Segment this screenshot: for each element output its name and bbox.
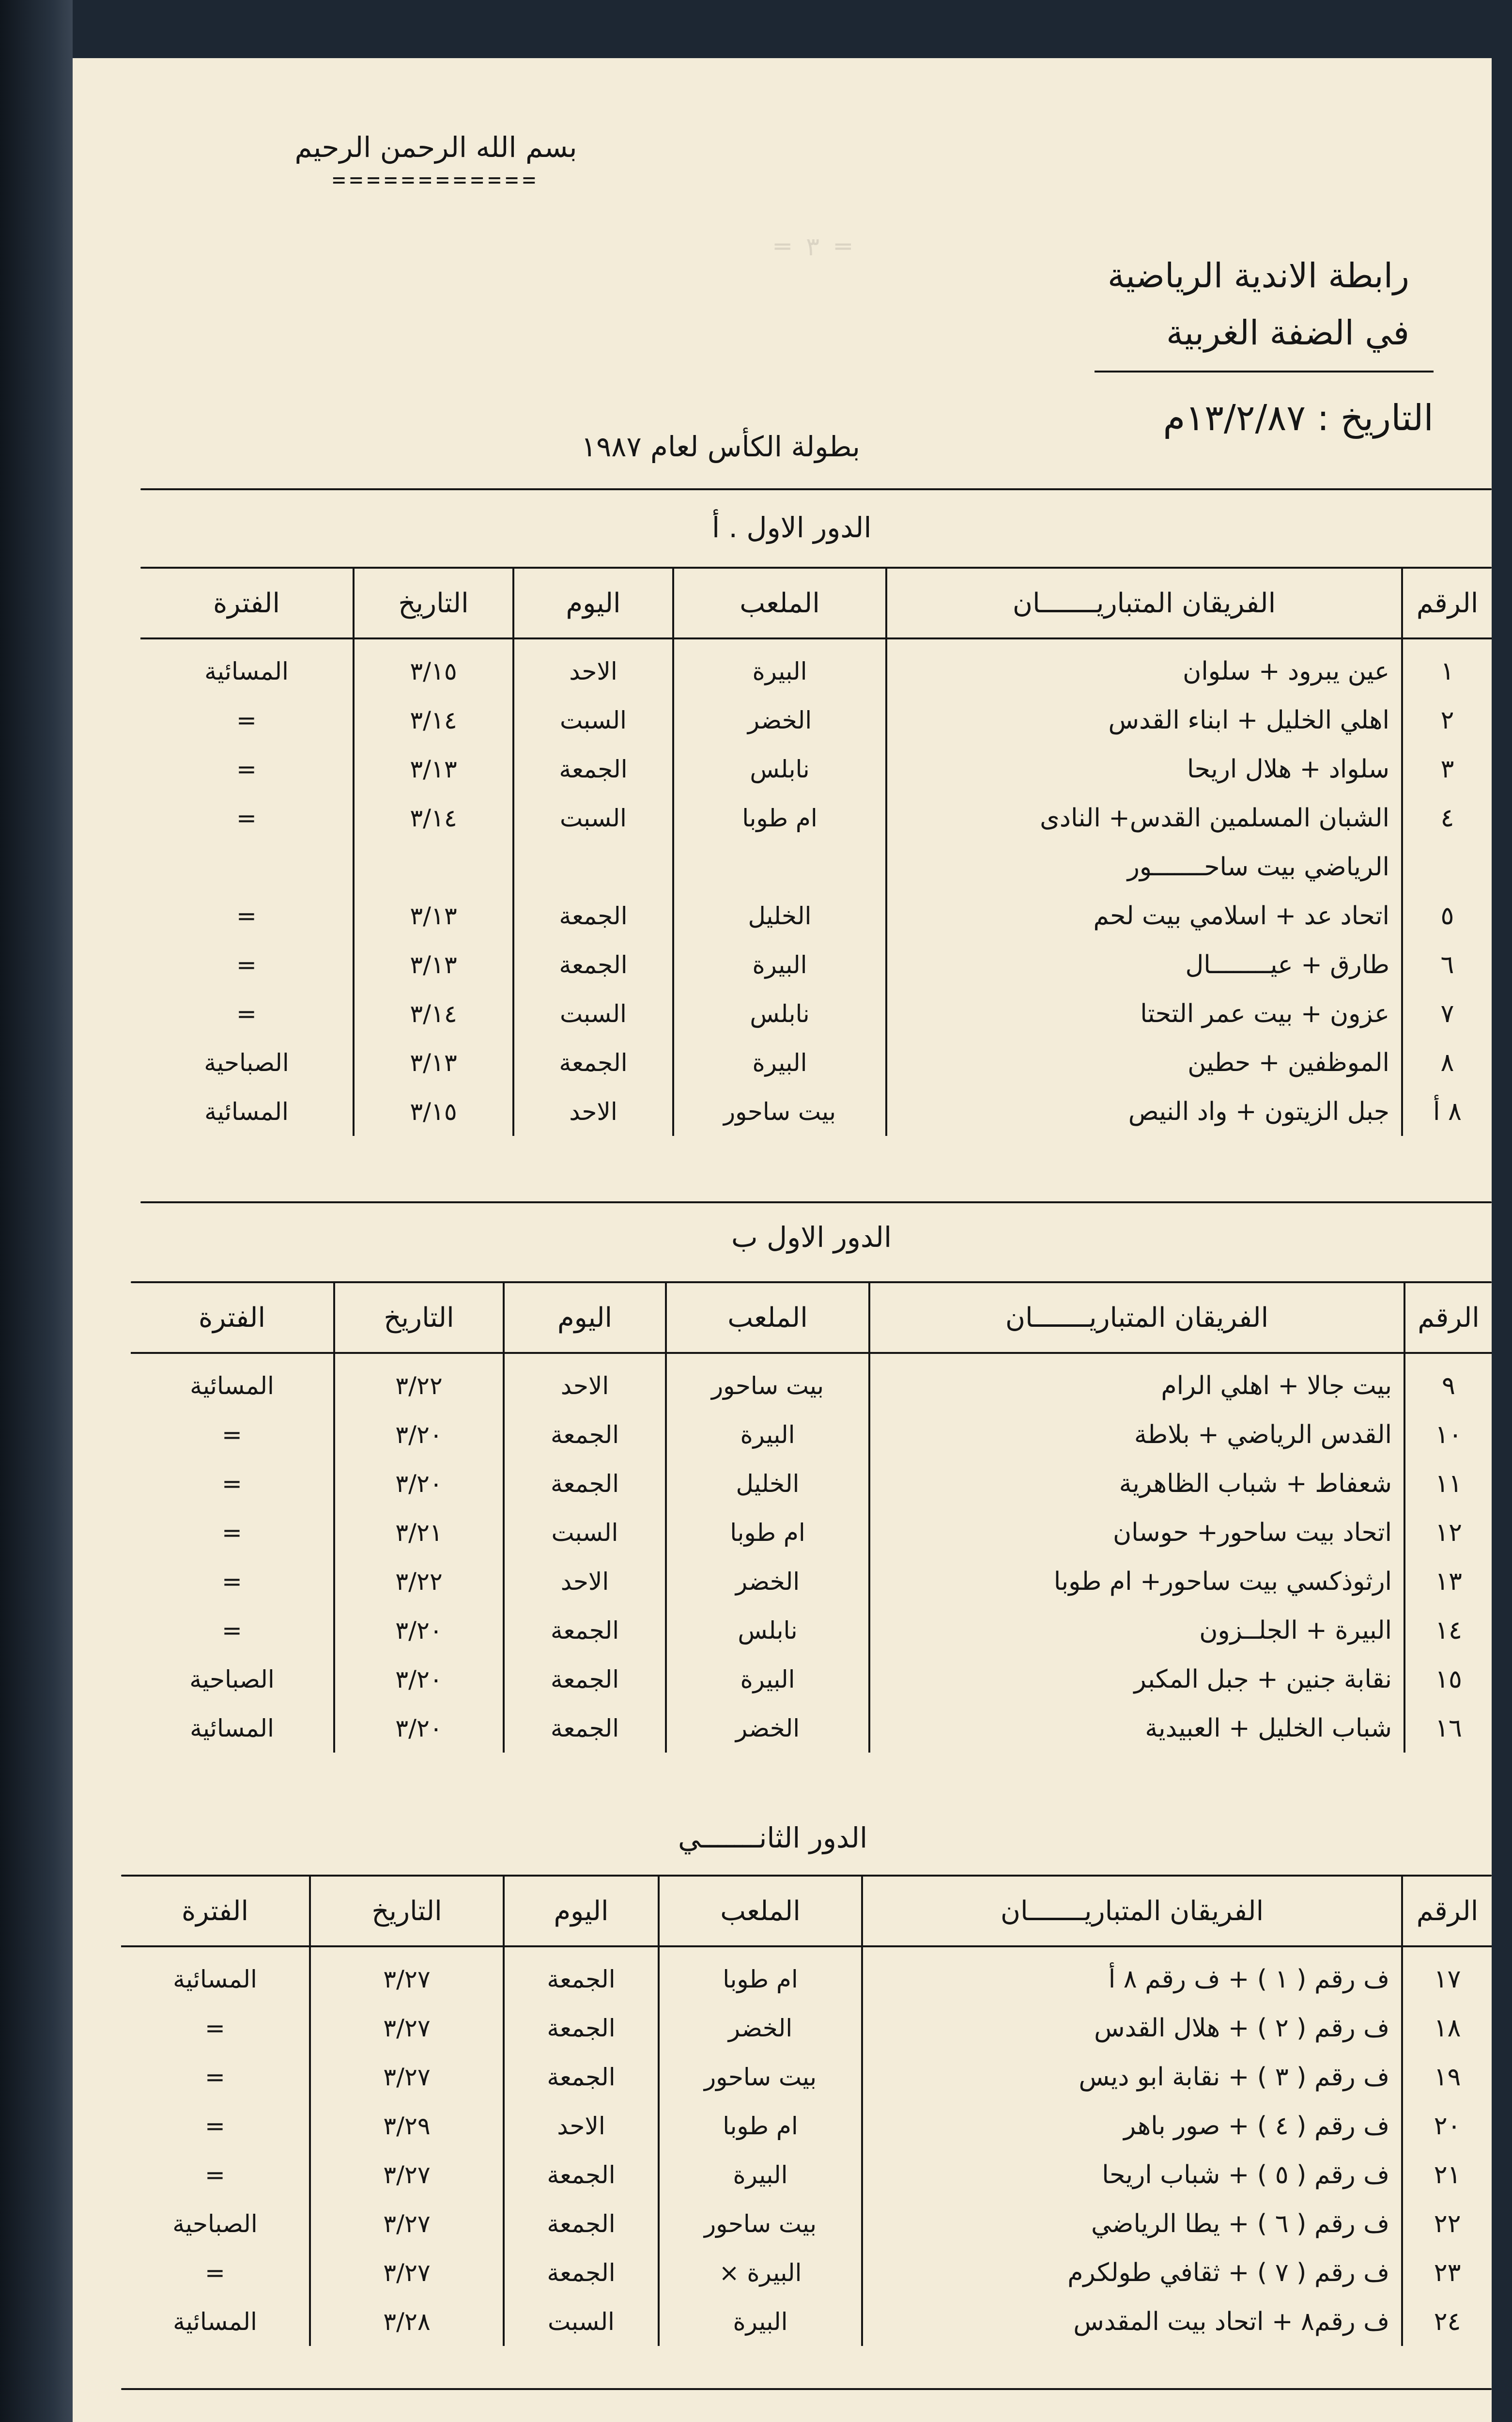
match-day: السبت [504, 1508, 666, 1557]
match-number: ٢١ [1434, 2160, 1461, 2189]
match-number: ١ [1440, 656, 1454, 686]
match-number: ١٢ [1435, 1518, 1462, 1547]
match-venue: الخليل [673, 891, 886, 940]
match-number: ١٩ [1434, 2062, 1461, 2092]
match-period: = [140, 696, 354, 745]
match-number: ٣ [1440, 754, 1454, 784]
match-teams: ف رقم ( ٧ ) + ثقافي طولكرم [862, 2248, 1402, 2297]
table-row [131, 1353, 1492, 1410]
org-line-1: رابطة الاندية الرياضية [1107, 256, 1409, 295]
document-page [73, 58, 1492, 2422]
match-venue: البيرة [659, 2297, 862, 2346]
match-venue: البيرة [673, 940, 886, 989]
match-date: ٣/٢٧ [310, 2003, 504, 2052]
match-period: المسائية [140, 638, 354, 696]
match-date: ٣/١٣ [354, 940, 513, 989]
match-venue: نابلس [666, 1606, 869, 1655]
match-teams: طارق + عيــــــــال [886, 940, 1402, 989]
match-venue: الخضر [673, 696, 886, 745]
match-teams: اتحاد بيت ساحور+ حوسان [869, 1508, 1404, 1557]
table-row [140, 696, 1492, 745]
round-title-2: الدور الثانـــــــي [678, 1821, 868, 1854]
match-venue: بيت ساحور [659, 2052, 862, 2101]
match-date: ٣/٢٢ [334, 1353, 504, 1410]
header-day: اليوم [513, 569, 673, 638]
match-date: ٣/٢٢ [334, 1557, 504, 1606]
header-period: الفترة [121, 1877, 310, 1946]
match-date: ٣/٢٧ [310, 2150, 504, 2199]
table-row [121, 2052, 1492, 2101]
section-rule [140, 488, 1492, 490]
table-row [140, 745, 1492, 793]
match-venue: ام طوبا [659, 2101, 862, 2150]
table-row [121, 2150, 1492, 2199]
header-date: التاريخ [310, 1877, 504, 1946]
header-date: التاريخ [354, 569, 513, 638]
match-day: الجمعة [504, 1410, 666, 1459]
match-teams: الشبان المسلمين القدس+ النادى [886, 793, 1402, 842]
match-date: ٣/١٣ [354, 745, 513, 793]
match-period: = [140, 989, 354, 1038]
match-day: الاحد [504, 1353, 666, 1410]
match-venue: البيرة [673, 1038, 886, 1087]
match-venue: الخليل [666, 1459, 869, 1508]
match-day: الجمعة [504, 2248, 659, 2297]
match-period [140, 842, 354, 891]
match-teams: ف رقم ( ٥ ) + شباب اريحا [862, 2150, 1402, 2199]
match-venue: ام طوبا [659, 1946, 862, 2003]
table-row [140, 989, 1492, 1038]
schedule-table-round-2 [121, 1877, 1492, 2346]
table-row [140, 842, 1492, 891]
match-date: ٣/٢٧ [310, 2248, 504, 2297]
match-day: الجمعة [504, 1606, 666, 1655]
schedule-table-round-1a [140, 569, 1492, 1136]
org-line-2: في الضفة الغربية [1166, 313, 1409, 353]
match-teams: ف رقم٨ + اتحاد بيت المقدس [862, 2297, 1402, 2346]
match-number: ٥ [1440, 901, 1454, 931]
match-teams: عين يبرود + سلوان [886, 638, 1402, 696]
round-title-1a: الدور الاول . أ [712, 511, 872, 544]
table-row [131, 1606, 1492, 1655]
match-period: = [131, 1508, 334, 1557]
match-number: ٢ [1440, 705, 1454, 735]
match-teams: الرياضي بيت ساحـــــــور [886, 842, 1402, 891]
header-period: الفترة [140, 569, 354, 638]
table-row [121, 2297, 1492, 2346]
table-row [121, 1946, 1492, 2003]
match-period: المسائية [131, 1704, 334, 1753]
match-date: ٣/٢٧ [310, 2199, 504, 2248]
match-number: ٨ أ [1433, 1097, 1462, 1126]
match-teams: ف رقم ( ٣ ) + نقابة ابو ديس [862, 2052, 1402, 2101]
match-number: ٢٢ [1434, 2209, 1461, 2238]
match-day: الجمعة [513, 891, 673, 940]
match-venue: بيت ساحور [666, 1353, 869, 1410]
match-venue: الخضر [666, 1557, 869, 1606]
table-row [121, 2199, 1492, 2248]
match-day: الجمعة [513, 940, 673, 989]
match-date: ٣/٢٧ [310, 1946, 504, 2003]
match-day: الاحد [513, 1087, 673, 1136]
header-num: الرقم [1402, 1877, 1492, 1946]
header-separator: ============ [332, 167, 540, 193]
header-day: اليوم [504, 1877, 659, 1946]
match-day: السبت [513, 696, 673, 745]
match-teams: ارثوذكسي بيت ساحور+ ام طوبا [869, 1557, 1404, 1606]
match-teams: عزون + بيت عمر التحتا [886, 989, 1402, 1038]
cup-title: بطولة الكأس لعام ١٩٨٧ [581, 430, 860, 463]
table-row [131, 1459, 1492, 1508]
match-date: ٣/١٥ [354, 1087, 513, 1136]
match-venue: بيت ساحور [659, 2199, 862, 2248]
match-period: = [121, 2003, 310, 2052]
organization-name [1108, 247, 1409, 361]
match-venue: البيرة [673, 638, 886, 696]
match-day: السبت [504, 2297, 659, 2346]
match-number: ٢٣ [1434, 2258, 1461, 2287]
match-day: السبت [513, 989, 673, 1038]
match-teams: جبل الزيتون + واد النيص [886, 1087, 1402, 1136]
match-period: = [140, 745, 354, 793]
match-venue: ام طوبا [666, 1508, 869, 1557]
match-period: = [131, 1557, 334, 1606]
match-date: ٣/٢٠ [334, 1704, 504, 1753]
section-rule [140, 1201, 1492, 1203]
match-venue: ام طوبا [673, 793, 886, 842]
header-teams: الفريقان المتباريـــــــان [869, 1283, 1404, 1353]
header-teams: الفريقان المتباريـــــــان [886, 569, 1402, 638]
basmala: بسم الله الرحمن الرحيم [294, 131, 577, 164]
match-period: الصباحية [131, 1655, 334, 1704]
match-date: ٣/٢٠ [334, 1606, 504, 1655]
match-teams: الموظفين + حطين [886, 1038, 1402, 1087]
header-num: الرقم [1404, 1283, 1492, 1353]
header-day: اليوم [504, 1283, 666, 1353]
match-venue: نابلس [673, 989, 886, 1038]
match-teams: القدس الرياضي + بلاطة [869, 1410, 1404, 1459]
header-venue: الملعب [659, 1877, 862, 1946]
match-venue: البيرة × [659, 2248, 862, 2297]
match-number: ٩ [1442, 1371, 1455, 1400]
match-day: الجمعة [504, 1704, 666, 1753]
match-number: ٧ [1440, 999, 1454, 1028]
match-day: الاحد [504, 2101, 659, 2150]
match-day: الاحد [504, 1557, 666, 1606]
match-venue: الخضر [666, 1704, 869, 1753]
match-teams: شعفاط + شباب الظاهرية [869, 1459, 1404, 1508]
match-venue: نابلس [673, 745, 886, 793]
match-day: الجمعة [504, 1946, 659, 2003]
match-date: ٣/٢٧ [310, 2052, 504, 2101]
match-day [513, 842, 673, 891]
match-period: = [121, 2248, 310, 2297]
match-teams: اتحاد عد + اسلامي بيت لحم [886, 891, 1402, 940]
match-teams: نقابة جنين + جبل المكبر [869, 1655, 1404, 1704]
match-period: = [131, 1606, 334, 1655]
match-period: المسائية [121, 1946, 310, 2003]
match-date: ٣/٢١ [334, 1508, 504, 1557]
match-date: ٣/١٥ [354, 638, 513, 696]
match-teams: بيت جالا + اهلي الرام [869, 1353, 1404, 1410]
table-row [140, 638, 1492, 696]
book-binding [0, 0, 73, 2422]
match-teams: شباب الخليل + العبيدية [869, 1704, 1404, 1753]
match-period: = [140, 940, 354, 989]
bleed-through-marks: ═ ٣ ═ [775, 233, 851, 262]
match-teams: البيرة + الجلــزون [869, 1606, 1404, 1655]
match-venue: بيت ساحور [673, 1087, 886, 1136]
match-number: ١٥ [1435, 1664, 1462, 1694]
match-venue [673, 842, 886, 891]
header-teams: الفريقان المتباريـــــــان [862, 1877, 1402, 1946]
match-teams: ف رقم ( ٢ ) + هلال القدس [862, 2003, 1402, 2052]
match-day: الجمعة [504, 1655, 666, 1704]
match-date: ٣/٢٠ [334, 1459, 504, 1508]
match-number: ١٦ [1435, 1713, 1462, 1743]
match-period: = [121, 2150, 310, 2199]
section-rule [121, 2388, 1492, 2390]
match-period: المسائية [131, 1353, 334, 1410]
match-day: الجمعة [504, 2003, 659, 2052]
match-number: ١٠ [1435, 1420, 1462, 1449]
table-row [140, 891, 1492, 940]
match-teams: ف رقم ( ١ ) + ف رقم ٨ أ [862, 1946, 1402, 2003]
round-title-1b: الدور الاول ب [731, 1221, 892, 1254]
match-number: ١٨ [1434, 2013, 1461, 2043]
match-period: المسائية [121, 2297, 310, 2346]
match-date: ٣/٢٨ [310, 2297, 504, 2346]
org-underline [1095, 371, 1434, 373]
match-number: ١٤ [1435, 1615, 1462, 1645]
match-teams: سلواد + هلال اريحا [886, 745, 1402, 793]
match-date: ٣/١٤ [354, 989, 513, 1038]
match-venue: البيرة [666, 1655, 869, 1704]
match-day: الجمعة [504, 2052, 659, 2101]
match-date: ٣/٢٠ [334, 1655, 504, 1704]
match-number: ٢٤ [1434, 2307, 1461, 2336]
header-date: التاريخ [334, 1283, 504, 1353]
document-header [73, 131, 799, 193]
match-period: المسائية [140, 1087, 354, 1136]
match-period: = [131, 1459, 334, 1508]
schedule-table-round-1b [131, 1283, 1492, 1753]
match-number: ١٣ [1435, 1567, 1462, 1596]
table-row [131, 1557, 1492, 1606]
table-row [131, 1704, 1492, 1753]
document-date: التاريخ : ١٣/٢/٨٧م [1163, 397, 1434, 439]
match-number: ١٧ [1434, 1964, 1461, 1994]
match-number: ٨ [1440, 1048, 1454, 1077]
match-date [354, 842, 513, 891]
match-period: الصباحية [121, 2199, 310, 2248]
match-number: ٤ [1440, 803, 1454, 833]
match-period: = [121, 2052, 310, 2101]
match-day: الجمعة [504, 2199, 659, 2248]
table-row [140, 1087, 1492, 1136]
match-day: الجمعة [504, 1459, 666, 1508]
match-period: = [121, 2101, 310, 2150]
table-row [140, 1038, 1492, 1087]
match-date: ٣/٢٩ [310, 2101, 504, 2150]
match-date: ٣/١٣ [354, 891, 513, 940]
table-row [131, 1410, 1492, 1459]
header-period: الفترة [131, 1283, 334, 1353]
match-day: الجمعة [513, 745, 673, 793]
match-day: الجمعة [504, 2150, 659, 2199]
header-venue: الملعب [666, 1283, 869, 1353]
match-day: السبت [513, 793, 673, 842]
match-teams: ف رقم ( ٤ ) + صور باهر [862, 2101, 1402, 2150]
match-date: ٣/١٤ [354, 793, 513, 842]
match-number [1402, 842, 1492, 891]
header-num: الرقم [1402, 569, 1492, 638]
table-row [121, 2101, 1492, 2150]
table-row [131, 1508, 1492, 1557]
match-teams: اهلي الخليل + ابناء القدس [886, 696, 1402, 745]
header-venue: الملعب [673, 569, 886, 638]
match-teams: ف رقم ( ٦ ) + يطا الرياضي [862, 2199, 1402, 2248]
match-period: الصباحية [140, 1038, 354, 1087]
table-row [140, 793, 1492, 842]
table-row [140, 940, 1492, 989]
match-number: ١١ [1435, 1469, 1462, 1498]
table-row [131, 1655, 1492, 1704]
match-venue: الخضر [659, 2003, 862, 2052]
table-row [121, 2003, 1492, 2052]
match-number: ٦ [1440, 950, 1454, 979]
match-number: ٢٠ [1434, 2111, 1461, 2141]
match-period: = [140, 793, 354, 842]
match-date: ٣/١٤ [354, 696, 513, 745]
match-day: الجمعة [513, 1038, 673, 1087]
match-day: الاحد [513, 638, 673, 696]
match-date: ٣/١٣ [354, 1038, 513, 1087]
match-venue: البيرة [659, 2150, 862, 2199]
match-period: = [140, 891, 354, 940]
table-row [121, 2248, 1492, 2297]
match-venue: البيرة [666, 1410, 869, 1459]
match-period: = [131, 1410, 334, 1459]
match-date: ٣/٢٠ [334, 1410, 504, 1459]
